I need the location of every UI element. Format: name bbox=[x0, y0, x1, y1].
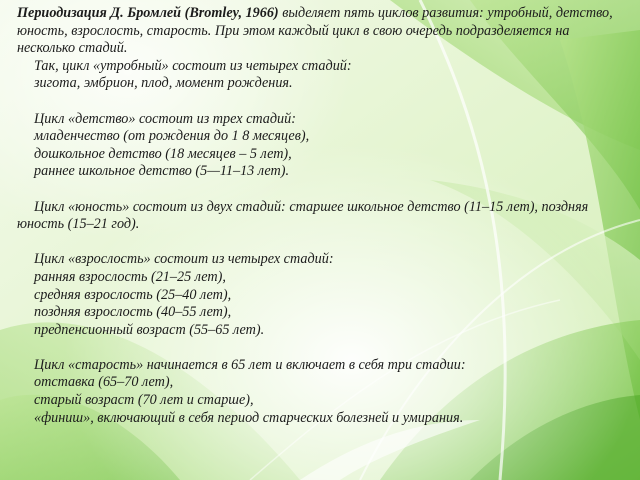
adulthood-stage: предпенсионный возраст (55–65 лет). bbox=[34, 321, 265, 338]
intro-rest: выделяет пять циклов развития: утробный, детство, юность, взрослость, старость. При этом каждый цикл в свою очередь подразделяется на несколько стадий. bbox=[17, 5, 613, 57]
old-age-stage: старый возраст (70 лет и старше), bbox=[34, 392, 254, 409]
spacer bbox=[17, 234, 621, 252]
childhood-stage: младенчество (от рождения до 1 8 месяцев), bbox=[34, 128, 310, 145]
adulthood-stage: поздняя взрослость (40–55 лет), bbox=[34, 304, 232, 321]
spacer bbox=[17, 93, 621, 111]
adulthood-stage: ранняя взрослость (21–25 лет), bbox=[34, 268, 226, 285]
spacer bbox=[17, 339, 621, 357]
spacer bbox=[17, 181, 621, 199]
adulthood-cycle-heading: Цикл «взрослость» состоит из четырех стадий: bbox=[34, 251, 334, 268]
intro-lead: Периодизация Д. Бромлей (Bromley, 1966) bbox=[17, 5, 279, 21]
prenatal-cycle-heading: Так, цикл «утробный» состоит из четырех стадий: bbox=[34, 57, 352, 74]
old-age-stage: отставка (65–70 лет), bbox=[34, 374, 174, 391]
old-age-cycle-heading: Цикл «старость» начинается в 65 лет и включает в себя три стадии: bbox=[34, 356, 466, 373]
old-age-stage: «финиш», включающий в себя период старческих болезней и умирания. bbox=[34, 409, 464, 426]
adulthood-stage: средняя взрослость (25–40 лет), bbox=[34, 286, 232, 303]
prenatal-stage: зигота, эмбрион, плод, момент рождения. bbox=[34, 75, 293, 92]
childhood-cycle-heading: Цикл «детство» состоит из трех стадий: bbox=[34, 110, 296, 127]
intro-paragraph bbox=[17, 5, 621, 58]
childhood-stage: раннее школьное детство (5—11–13 лет). bbox=[34, 163, 289, 180]
youth-cycle-heading: Цикл «юность» состоит из двух стадий: старшее школьное детство (11–15 лет), поздняя юность (15–21 год). bbox=[17, 198, 589, 233]
slide-text-block bbox=[17, 5, 621, 427]
childhood-stage: дошкольное детство (18 месяцев – 5 лет), bbox=[34, 145, 292, 162]
